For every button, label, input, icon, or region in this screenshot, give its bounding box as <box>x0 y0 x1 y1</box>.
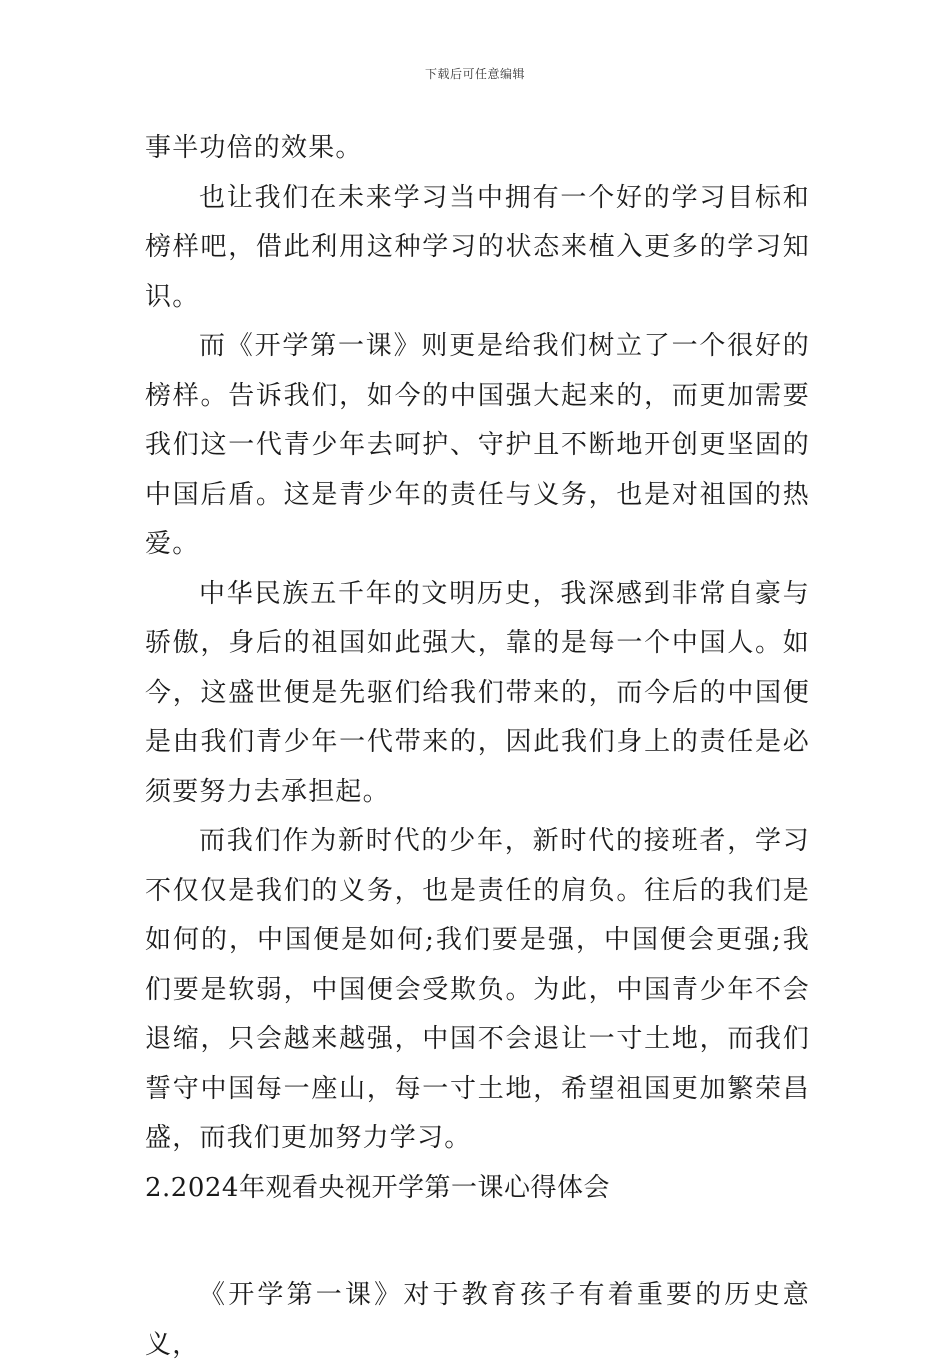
paragraph: 也让我们在未来学习当中拥有一个好的学习目标和榜样吧，借此利用这种学习的状态来植入更多的学习知识。 <box>145 182 810 312</box>
section-title: 2.2024年观看央视开学第一课心得体会 <box>145 1172 610 1203</box>
page-header: 下载后可任意编辑 <box>424 67 525 81</box>
paragraph-continuation: 事半功倍的效果。 <box>145 133 363 163</box>
document-body <box>145 124 810 1370</box>
section-spacer <box>145 1213 810 1271</box>
paragraph: 而我们作为新时代的少年，新时代的接班者，学习不仅仅是我们的义务，也是责任的肩负。往后的我们是如何的，中国便是如何;我们要是强，中国便会更强;我们要是软弱，中国便会受欺负。为此，中国青少年不会退缩，只会越来越强，中国不会退让一寸土地，而我们誓守中国每一座山，每一寸土地，希望祖国更加繁荣昌盛，而我们更加努力学习。 <box>145 826 810 1153</box>
paragraph: 而《开学第一课》则更是给我们树立了一个很好的榜样。告诉我们，如今的中国强大起来的，而更加需要我们这一代青少年去呵护、守护且不断地开创更坚固的中国后盾。这是青少年的责任与义务，也是对祖国的热爱。 <box>145 331 810 559</box>
paragraph: 《开学第一课》对于教育孩子有着重要的历史意义， <box>145 1280 810 1360</box>
paragraph: 中华民族五千年的文明历史，我深感到非常自豪与骄傲，身后的祖国如此强大，靠的是每一个中国人。如今，这盛世便是先驱们给我们带来的，而今后的中国便是由我们青少年一代带来的，因此我们身上的责任是必须要努力去承担起。 <box>145 578 810 807</box>
